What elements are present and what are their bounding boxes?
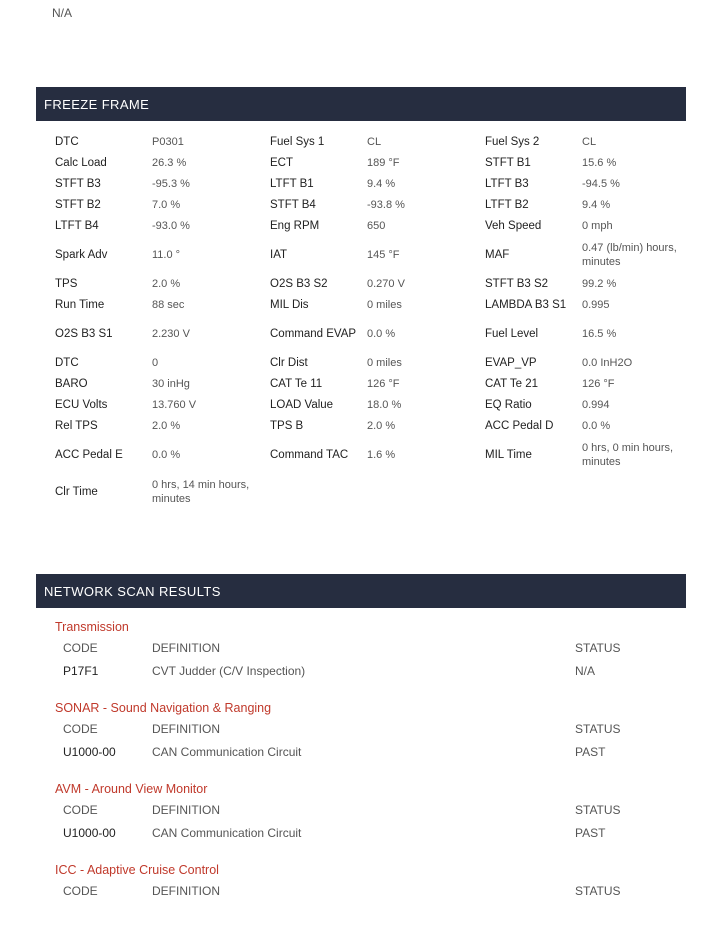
param-value: 0.995 bbox=[582, 298, 610, 311]
freeze-frame-cell bbox=[270, 298, 485, 312]
freeze-frame-header bbox=[36, 87, 686, 121]
param-value: 13.760 V bbox=[152, 398, 197, 411]
module-title: Transmission bbox=[55, 620, 129, 634]
param-value: 15.6 % bbox=[582, 156, 617, 169]
code-table-header bbox=[55, 636, 685, 659]
table-row bbox=[55, 659, 685, 682]
param-value: 0.0 InH2O bbox=[582, 356, 633, 369]
freeze-frame-row bbox=[55, 294, 685, 315]
module-group bbox=[55, 699, 685, 763]
param-label: Command EVAP bbox=[270, 327, 357, 340]
dtc-definition: CAN Communication Circuit bbox=[152, 744, 302, 759]
freeze-frame-cell bbox=[55, 298, 270, 312]
freeze-frame-row bbox=[55, 152, 685, 173]
param-label: Calc Load bbox=[55, 156, 107, 169]
column-header-status: STATUS bbox=[575, 721, 621, 736]
param-value: 30 inHg bbox=[152, 377, 190, 390]
column-header-code: CODE bbox=[63, 802, 98, 817]
param-value: 2.0 % bbox=[152, 277, 181, 290]
param-label: Veh Speed bbox=[485, 219, 542, 232]
dtc-definition: CAN Communication Circuit bbox=[152, 825, 302, 840]
column-header-definition: DEFINITION bbox=[152, 883, 220, 898]
dtc-code: P17F1 bbox=[63, 663, 99, 678]
param-value: 0 hrs, 0 min hours, minutes bbox=[582, 441, 674, 468]
param-value: 99.2 % bbox=[582, 277, 617, 290]
param-value: 0.0 % bbox=[367, 327, 396, 340]
param-value: 26.3 % bbox=[152, 156, 187, 169]
code-table-header bbox=[55, 717, 685, 740]
param-value: CL bbox=[367, 135, 382, 148]
param-value: -93.8 % bbox=[367, 198, 405, 211]
param-label: LTFT B2 bbox=[485, 198, 529, 211]
module-title: AVM - Around View Monitor bbox=[55, 782, 208, 796]
param-value: P0301 bbox=[152, 135, 184, 148]
freeze-frame-cell bbox=[270, 356, 485, 370]
dtc-status: PAST bbox=[575, 825, 606, 840]
param-value: 9.4 % bbox=[582, 198, 611, 211]
param-label: O2S B3 S1 bbox=[55, 327, 113, 340]
column-header-status: STATUS bbox=[575, 640, 621, 655]
param-value: 1.6 % bbox=[367, 448, 396, 461]
freeze-frame-cell bbox=[485, 398, 700, 412]
freeze-frame-cell bbox=[485, 356, 700, 370]
freeze-frame-cell bbox=[485, 298, 700, 312]
param-value: 189 °F bbox=[367, 156, 400, 169]
freeze-frame-cell bbox=[270, 377, 485, 391]
param-label: TPS B bbox=[270, 419, 304, 432]
param-value: -94.5 % bbox=[582, 177, 620, 190]
column-header-status: STATUS bbox=[575, 802, 621, 817]
freeze-frame-cell bbox=[270, 277, 485, 291]
freeze-frame-row bbox=[55, 173, 685, 194]
freeze-frame-row bbox=[55, 315, 685, 352]
param-label: ECT bbox=[270, 156, 293, 169]
param-label: STFT B2 bbox=[55, 198, 101, 211]
param-value: 0 hrs, 14 min hours, minutes bbox=[152, 478, 250, 505]
freeze-frame-title: FREEZE FRAME bbox=[44, 96, 150, 112]
freeze-frame-cell bbox=[55, 135, 270, 149]
param-label: Clr Time bbox=[55, 485, 98, 498]
param-label: Rel TPS bbox=[55, 419, 98, 432]
param-value: 126 °F bbox=[582, 377, 615, 390]
column-header-definition: DEFINITION bbox=[152, 640, 220, 655]
module-title: SONAR - Sound Navigation & Ranging bbox=[55, 701, 272, 715]
param-label: ACC Pedal D bbox=[485, 419, 554, 432]
param-label: Command TAC bbox=[270, 448, 349, 461]
param-value: CL bbox=[582, 135, 597, 148]
freeze-frame-cell bbox=[485, 156, 700, 170]
freeze-frame-cell bbox=[485, 241, 700, 269]
param-label: STFT B3 bbox=[55, 177, 101, 190]
param-value: -95.3 % bbox=[152, 177, 190, 190]
code-table-header bbox=[55, 798, 685, 821]
param-label: Eng RPM bbox=[270, 219, 320, 232]
freeze-frame-cell bbox=[485, 219, 700, 233]
param-value: 0 mph bbox=[582, 219, 613, 232]
param-label: Clr Dist bbox=[270, 356, 308, 369]
freeze-frame-cell bbox=[270, 248, 485, 262]
freeze-frame-cell bbox=[485, 177, 700, 191]
freeze-frame-row bbox=[55, 352, 685, 373]
freeze-frame-cell bbox=[55, 177, 270, 191]
freeze-frame-grid bbox=[55, 131, 685, 510]
dtc-code: U1000-00 bbox=[63, 825, 116, 840]
param-value: 2.0 % bbox=[367, 419, 396, 432]
module-group bbox=[55, 861, 685, 902]
module-group bbox=[55, 618, 685, 682]
freeze-frame-cell bbox=[55, 448, 270, 462]
freeze-frame-row bbox=[55, 373, 685, 394]
param-value: 0.0 % bbox=[152, 448, 181, 461]
param-value: 18.0 % bbox=[367, 398, 402, 411]
freeze-frame-cell bbox=[55, 156, 270, 170]
network-scan-title: NETWORK SCAN RESULTS bbox=[44, 583, 221, 599]
param-value: 0 bbox=[152, 356, 159, 369]
freeze-frame-cell bbox=[55, 356, 270, 370]
freeze-frame-row bbox=[55, 215, 685, 236]
param-label: Fuel Sys 2 bbox=[485, 135, 540, 148]
param-label: STFT B4 bbox=[270, 198, 316, 211]
freeze-frame-cell bbox=[55, 248, 270, 262]
param-label: LTFT B3 bbox=[485, 177, 529, 190]
freeze-frame-cell bbox=[485, 198, 700, 212]
param-label: DTC bbox=[55, 356, 79, 369]
freeze-frame-cell bbox=[270, 156, 485, 170]
dtc-definition: CVT Judder (C/V Inspection) bbox=[152, 663, 306, 678]
param-value: 0.994 bbox=[582, 398, 610, 411]
param-label: O2S B3 S2 bbox=[270, 277, 328, 290]
param-label: LTFT B4 bbox=[55, 219, 99, 232]
network-scan-results bbox=[55, 618, 685, 919]
dtc-code: U1000-00 bbox=[63, 744, 116, 759]
freeze-frame-cell bbox=[270, 419, 485, 433]
param-label: ECU Volts bbox=[55, 398, 108, 411]
table-row bbox=[55, 740, 685, 763]
freeze-frame-row bbox=[55, 236, 685, 273]
param-label: Spark Adv bbox=[55, 248, 108, 261]
freeze-frame-cell bbox=[55, 277, 270, 291]
freeze-frame-cell bbox=[55, 398, 270, 412]
network-scan-header bbox=[36, 574, 686, 608]
param-label: ACC Pedal E bbox=[55, 448, 123, 461]
freeze-frame-cell bbox=[55, 327, 270, 341]
param-value: -93.0 % bbox=[152, 219, 190, 232]
column-header-code: CODE bbox=[63, 883, 98, 898]
param-value: 2.230 V bbox=[152, 327, 190, 340]
freeze-frame-row bbox=[55, 473, 685, 510]
freeze-frame-row bbox=[55, 131, 685, 152]
param-value: 0 miles bbox=[367, 356, 402, 369]
freeze-frame-cell bbox=[485, 419, 700, 433]
freeze-frame-cell bbox=[270, 198, 485, 212]
freeze-frame-cell bbox=[270, 177, 485, 191]
freeze-frame-cell bbox=[270, 448, 485, 462]
freeze-frame-row bbox=[55, 415, 685, 436]
param-label: CAT Te 11 bbox=[270, 377, 323, 390]
table-row bbox=[55, 821, 685, 844]
freeze-frame-row bbox=[55, 436, 685, 473]
param-value: 11.0 ° bbox=[152, 248, 181, 261]
param-value: 0.47 (lb/min) hours, minutes bbox=[582, 241, 677, 268]
freeze-frame-row bbox=[55, 394, 685, 415]
param-label: CAT Te 21 bbox=[485, 377, 539, 390]
code-table-header bbox=[55, 879, 685, 902]
column-header-code: CODE bbox=[63, 640, 98, 655]
param-value: 650 bbox=[367, 219, 386, 232]
freeze-frame-cell bbox=[485, 277, 700, 291]
freeze-frame-cell bbox=[55, 219, 270, 233]
dtc-status: PAST bbox=[575, 744, 606, 759]
param-label: TPS bbox=[55, 277, 78, 290]
param-label: MAF bbox=[485, 248, 510, 261]
param-label: LAMBDA B3 S1 bbox=[485, 298, 567, 311]
param-value: 145 °F bbox=[367, 248, 400, 261]
top-status-text: N/A bbox=[52, 6, 73, 20]
param-label: MIL Time bbox=[485, 448, 532, 461]
freeze-frame-cell bbox=[485, 327, 700, 341]
dtc-status: N/A bbox=[575, 663, 596, 678]
freeze-frame-row bbox=[55, 273, 685, 294]
column-header-code: CODE bbox=[63, 721, 98, 736]
freeze-frame-cell bbox=[55, 198, 270, 212]
param-label: LOAD Value bbox=[270, 398, 334, 411]
param-label: EQ Ratio bbox=[485, 398, 532, 411]
param-value: 0.270 V bbox=[367, 277, 405, 290]
freeze-frame-cell bbox=[270, 135, 485, 149]
column-header-status: STATUS bbox=[575, 883, 621, 898]
freeze-frame-cell bbox=[55, 377, 270, 391]
freeze-frame-cell bbox=[270, 219, 485, 233]
param-value: 0 miles bbox=[367, 298, 402, 311]
freeze-frame-row bbox=[55, 194, 685, 215]
param-label: STFT B1 bbox=[485, 156, 531, 169]
module-group bbox=[55, 780, 685, 844]
param-label: Fuel Sys 1 bbox=[270, 135, 325, 148]
param-label: EVAP_VP bbox=[485, 356, 537, 369]
column-header-definition: DEFINITION bbox=[152, 802, 220, 817]
param-label: BARO bbox=[55, 377, 88, 390]
param-value: 0.0 % bbox=[582, 419, 611, 432]
param-value: 16.5 % bbox=[582, 327, 617, 340]
param-label: MIL Dis bbox=[270, 298, 309, 311]
freeze-frame-cell bbox=[485, 135, 700, 149]
param-label: Fuel Level bbox=[485, 327, 539, 340]
param-value: 88 sec bbox=[152, 298, 185, 311]
param-value: 2.0 % bbox=[152, 419, 181, 432]
param-value: 7.0 % bbox=[152, 198, 181, 211]
freeze-frame-cell bbox=[270, 327, 485, 341]
param-label: LTFT B1 bbox=[270, 177, 314, 190]
freeze-frame-cell bbox=[55, 419, 270, 433]
freeze-frame-cell bbox=[485, 377, 700, 391]
freeze-frame-cell bbox=[485, 441, 700, 469]
param-value: 126 °F bbox=[367, 377, 400, 390]
param-label: IAT bbox=[270, 248, 288, 261]
param-label: Run Time bbox=[55, 298, 105, 311]
param-label: STFT B3 S2 bbox=[485, 277, 549, 290]
freeze-frame-cell bbox=[55, 478, 274, 506]
column-header-definition: DEFINITION bbox=[152, 721, 220, 736]
param-label: DTC bbox=[55, 135, 79, 148]
param-value: 9.4 % bbox=[367, 177, 396, 190]
freeze-frame-cell bbox=[270, 398, 485, 412]
module-title: ICC - Adaptive Cruise Control bbox=[55, 863, 219, 877]
